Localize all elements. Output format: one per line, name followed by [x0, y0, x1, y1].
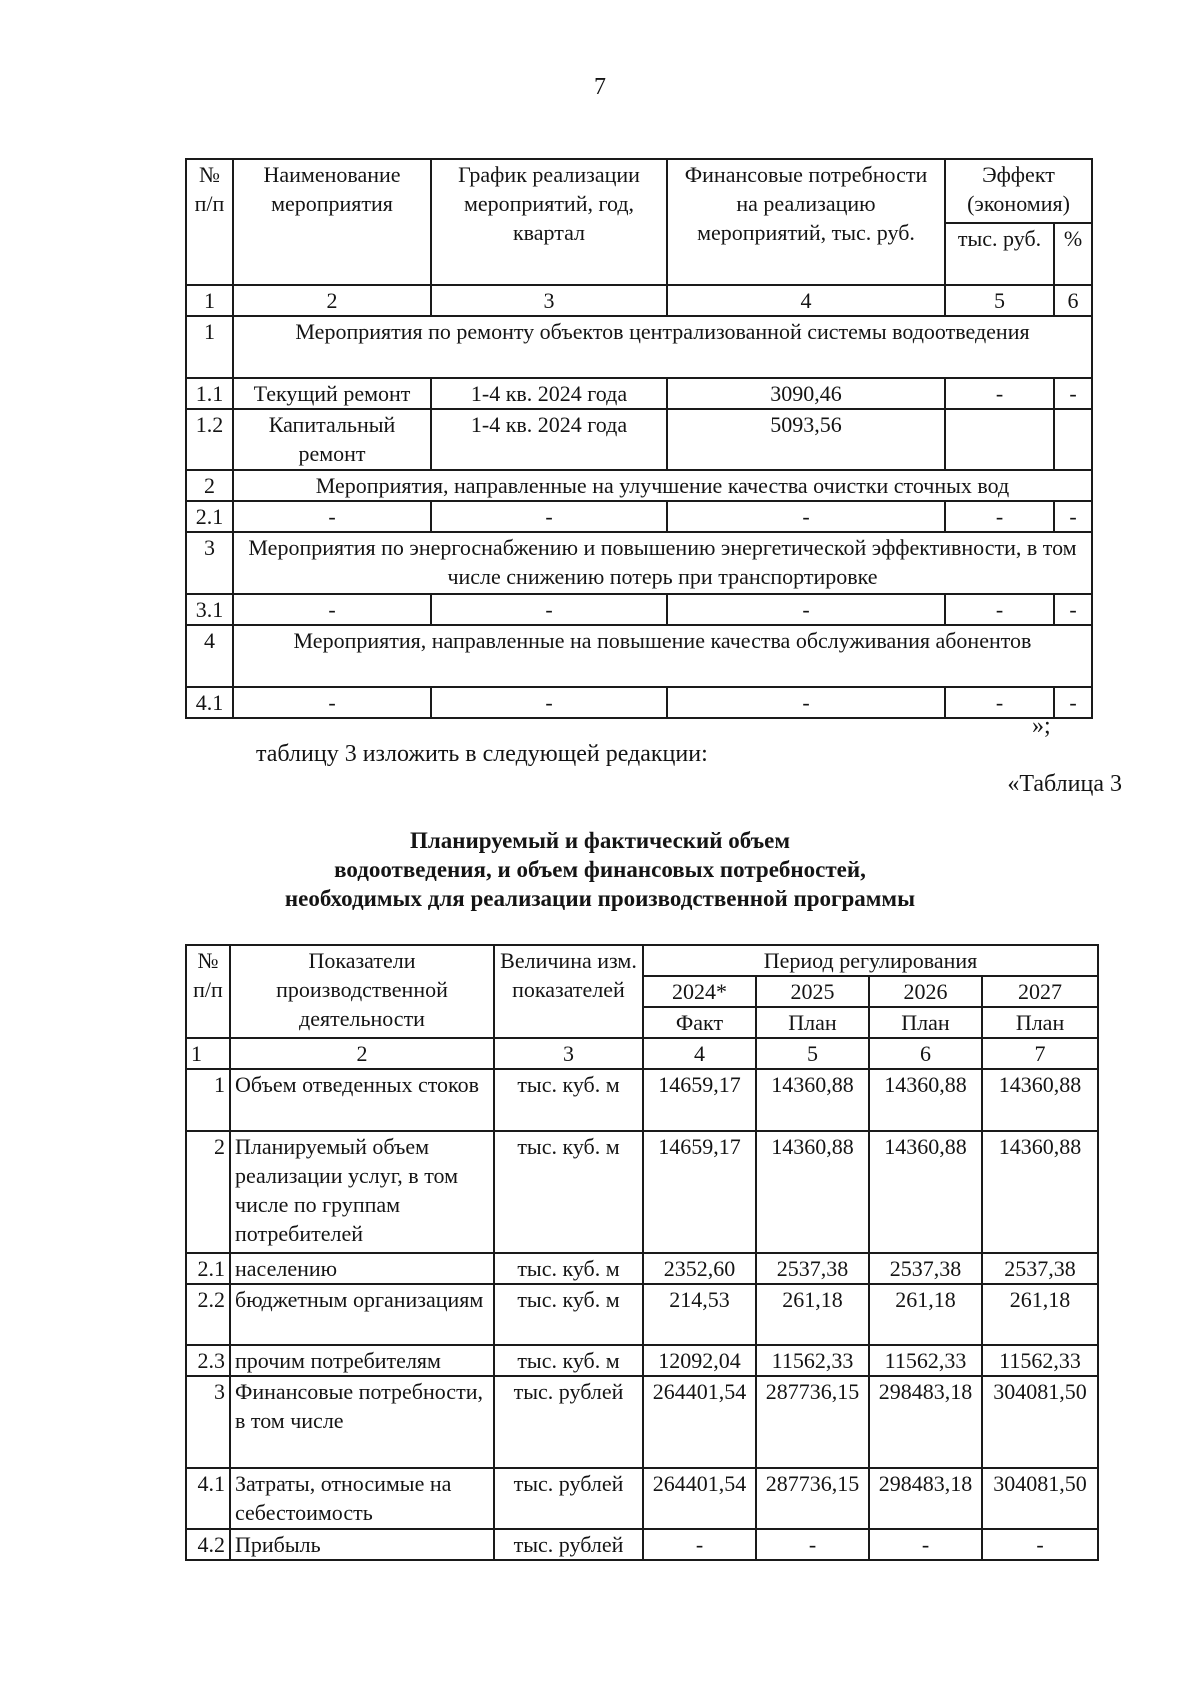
row-num: 1 — [186, 1069, 230, 1131]
heading-line: Планируемый и фактический объем — [409, 828, 791, 853]
row-effect-pct: - — [1054, 687, 1092, 718]
header-unit: Величина изм. показателей — [494, 945, 643, 1038]
row-num: 4.1 — [186, 1468, 230, 1529]
table-heading — [0, 826, 1200, 913]
row-num: 2 — [186, 1131, 230, 1253]
row-value-2027: 2537,38 — [982, 1253, 1098, 1284]
col-number: 7 — [982, 1038, 1098, 1069]
row-value-2026: 261,18 — [869, 1284, 982, 1345]
row-unit: тыс. рублей — [494, 1529, 643, 1560]
row-name: - — [233, 501, 431, 532]
row-value-2024: 14659,17 — [643, 1131, 756, 1253]
row-effect-rub: - — [945, 687, 1054, 718]
header-kind: План — [756, 1007, 869, 1038]
header-effect-rub: тыс. руб. — [945, 223, 1054, 285]
heading-line: необходимых для реализации производственной программы — [284, 886, 916, 911]
col-number: 1 — [186, 285, 233, 316]
row-unit: тыс. куб. м — [494, 1253, 643, 1284]
header-finance: Финансовые потребности на реализацию мероприятий, тыс. руб. — [667, 159, 945, 285]
row-effect-pct — [1054, 409, 1092, 470]
row-value-2026: 298483,18 — [869, 1376, 982, 1468]
intro-text: таблицу 3 изложить в следующей редакции: — [256, 741, 708, 767]
heading-line: водоотведения, и объем финансовых потребностей, — [334, 857, 866, 882]
row-effect-rub: - — [945, 594, 1054, 625]
header-num: № п/п — [186, 945, 230, 1038]
row-unit: тыс. куб. м — [494, 1345, 643, 1376]
row-num: 2.1 — [186, 1253, 230, 1284]
row-value-2027: 11562,33 — [982, 1345, 1098, 1376]
header-name: Наименование мероприятия — [233, 159, 431, 285]
header-year: 2025 — [756, 976, 869, 1007]
row-value-2025: 11562,33 — [756, 1345, 869, 1376]
row-finance: - — [667, 501, 945, 532]
row-finance: 3090,46 — [667, 378, 945, 409]
row-name: - — [233, 687, 431, 718]
row-value-2026: - — [869, 1529, 982, 1560]
row-name: Финансовые потребности, в том числе — [230, 1376, 494, 1468]
row-name: Планируемый объем реализации услуг, в том числе по группам потребителей — [230, 1131, 494, 1253]
row-value-2025: 287736,15 — [756, 1468, 869, 1529]
row-name: Текущий ремонт — [233, 378, 431, 409]
row-name: прочим потребителям — [230, 1345, 494, 1376]
row-schedule: 1-4 кв. 2024 года — [431, 378, 667, 409]
row-value-2026: 11562,33 — [869, 1345, 982, 1376]
col-number: 6 — [1054, 285, 1092, 316]
row-value-2025: 14360,88 — [756, 1069, 869, 1131]
row-num: 2.2 — [186, 1284, 230, 1345]
row-value-2024: 12092,04 — [643, 1345, 756, 1376]
header-effect-pct: % — [1054, 223, 1092, 285]
col-number: 5 — [756, 1038, 869, 1069]
header-num: № п/п — [186, 159, 233, 285]
section-title: Мероприятия, направленные на улучшение качества очистки сточных вод — [233, 470, 1092, 501]
row-effect-rub: - — [945, 378, 1054, 409]
table-label: «Таблица 3 — [1007, 771, 1122, 797]
page-number: 7 — [594, 74, 606, 100]
row-schedule: - — [431, 594, 667, 625]
row-value-2025: 2537,38 — [756, 1253, 869, 1284]
row-finance: - — [667, 687, 945, 718]
row-num: 2.3 — [186, 1345, 230, 1376]
col-number: 3 — [431, 285, 667, 316]
row-num: 1.1 — [186, 378, 233, 409]
col-number: 3 — [494, 1038, 643, 1069]
col-number: 5 — [945, 285, 1054, 316]
col-number: 2 — [230, 1038, 494, 1069]
row-num: 1.2 — [186, 409, 233, 470]
section-num: 1 — [186, 316, 233, 378]
col-number: 1 — [186, 1038, 230, 1069]
row-num: 3 — [186, 1376, 230, 1468]
row-name: Объем отведенных стоков — [230, 1069, 494, 1131]
col-number: 4 — [643, 1038, 756, 1069]
row-unit: тыс. рублей — [494, 1376, 643, 1468]
row-value-2026: 2537,38 — [869, 1253, 982, 1284]
header-indicator: Показатели производственной деятельности — [230, 945, 494, 1038]
row-value-2027: - — [982, 1529, 1098, 1560]
row-finance: 5093,56 — [667, 409, 945, 470]
row-unit: тыс. куб. м — [494, 1131, 643, 1253]
header-year: 2027 — [982, 976, 1098, 1007]
col-number: 4 — [667, 285, 945, 316]
row-name: Капитальный ремонт — [233, 409, 431, 470]
row-schedule: - — [431, 501, 667, 532]
row-num: 4.1 — [186, 687, 233, 718]
closing-quote: »; — [1032, 713, 1051, 739]
row-effect-pct: - — [1054, 378, 1092, 409]
row-value-2026: 14360,88 — [869, 1069, 982, 1131]
row-value-2024: 264401,54 — [643, 1468, 756, 1529]
row-value-2024: 264401,54 — [643, 1376, 756, 1468]
row-value-2025: 261,18 — [756, 1284, 869, 1345]
header-effect: Эффект (экономия) — [945, 159, 1092, 223]
row-value-2026: 298483,18 — [869, 1468, 982, 1529]
row-name: населению — [230, 1253, 494, 1284]
row-value-2027: 304081,50 — [982, 1376, 1098, 1468]
section-title: Мероприятия по ремонту объектов централизованной системы водоотведения — [233, 316, 1092, 378]
measures-table — [185, 158, 1093, 719]
row-effect-pct: - — [1054, 594, 1092, 625]
row-num: 4.2 — [186, 1529, 230, 1560]
section-num: 4 — [186, 625, 233, 687]
row-value-2024: 214,53 — [643, 1284, 756, 1345]
row-num: 2.1 — [186, 501, 233, 532]
row-schedule: - — [431, 687, 667, 718]
section-num: 3 — [186, 532, 233, 594]
row-value-2027: 261,18 — [982, 1284, 1098, 1345]
row-name: Прибыль — [230, 1529, 494, 1560]
row-value-2027: 14360,88 — [982, 1131, 1098, 1253]
volumes-table — [185, 944, 1099, 1561]
row-value-2024: - — [643, 1529, 756, 1560]
row-effect-rub: - — [945, 501, 1054, 532]
section-title: Мероприятия по энергоснабжению и повышению энергетической эффективности, в том числе снижению потерь при транспортировке — [233, 532, 1092, 594]
header-year: 2024* — [643, 976, 756, 1007]
row-name: Затраты, относимые на себестоимость — [230, 1468, 494, 1529]
row-effect-pct: - — [1054, 501, 1092, 532]
row-name: бюджетным организациям — [230, 1284, 494, 1345]
col-number: 6 — [869, 1038, 982, 1069]
row-unit: тыс. куб. м — [494, 1069, 643, 1131]
row-unit: тыс. рублей — [494, 1468, 643, 1529]
header-kind: План — [982, 1007, 1098, 1038]
section-num: 2 — [186, 470, 233, 501]
header-kind: План — [869, 1007, 982, 1038]
row-value-2027: 304081,50 — [982, 1468, 1098, 1529]
row-value-2027: 14360,88 — [982, 1069, 1098, 1131]
row-value-2026: 14360,88 — [869, 1131, 982, 1253]
section-title: Мероприятия, направленные на повышение качества обслуживания абонентов — [233, 625, 1092, 687]
header-period: Период регулирования — [643, 945, 1098, 976]
header-schedule: График реализации мероприятий, год, квартал — [431, 159, 667, 285]
row-effect-rub — [945, 409, 1054, 470]
row-unit: тыс. куб. м — [494, 1284, 643, 1345]
row-value-2025: 287736,15 — [756, 1376, 869, 1468]
header-year: 2026 — [869, 976, 982, 1007]
row-name: - — [233, 594, 431, 625]
row-finance: - — [667, 594, 945, 625]
row-value-2024: 14659,17 — [643, 1069, 756, 1131]
header-kind: Факт — [643, 1007, 756, 1038]
row-value-2025: - — [756, 1529, 869, 1560]
row-value-2024: 2352,60 — [643, 1253, 756, 1284]
row-value-2025: 14360,88 — [756, 1131, 869, 1253]
row-schedule: 1-4 кв. 2024 года — [431, 409, 667, 470]
row-num: 3.1 — [186, 594, 233, 625]
col-number: 2 — [233, 285, 431, 316]
